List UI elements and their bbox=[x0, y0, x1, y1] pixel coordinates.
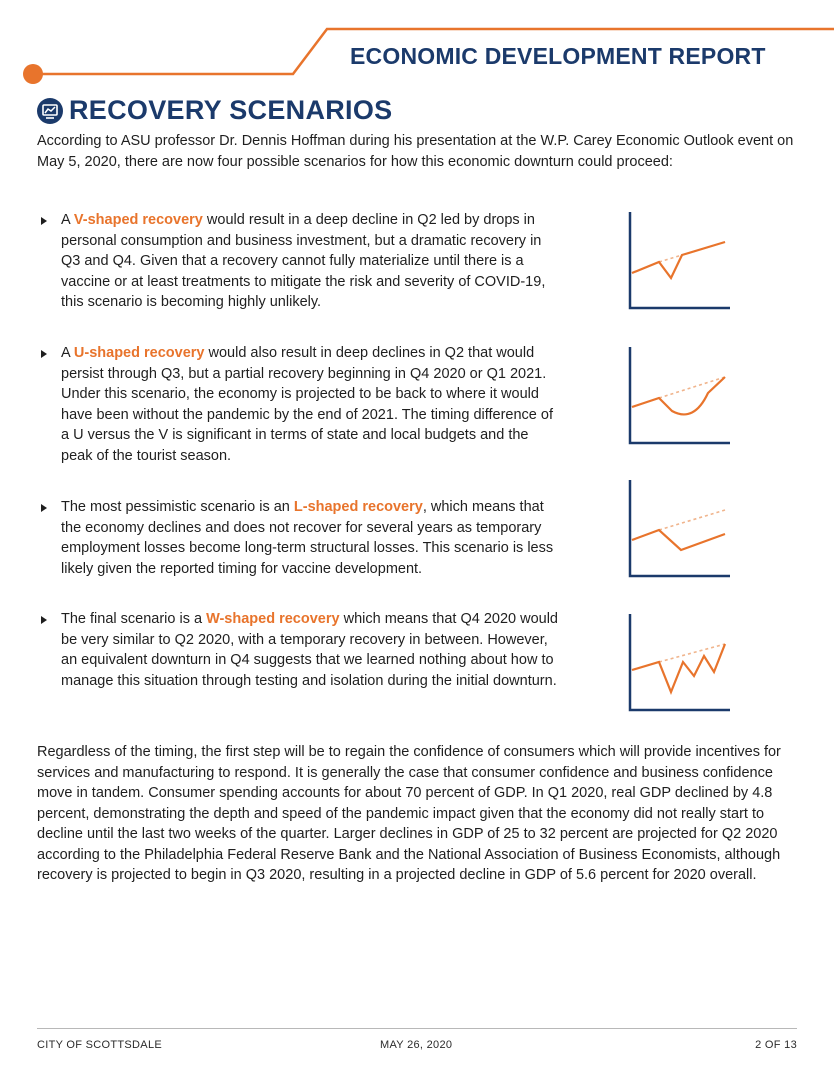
scenario-l-highlight: L-shaped recovery bbox=[293, 499, 423, 515]
scenario-v-item bbox=[41, 210, 561, 313]
scenario-l-item bbox=[41, 497, 561, 579]
header-dot bbox=[23, 64, 43, 84]
scenario-v-text: A V-shaped recovery would result in a deep decline in Q2 led by drops in personal consumption and business investment, but a dramatic recovery in Q3 and Q4. Given that a recovery cannot fully materialize until there is a vaccine or at least treatments to mitigate the risk and severity of COVID-19, this scenario is becoming highly unlikely. bbox=[61, 212, 546, 310]
section-heading bbox=[37, 95, 392, 126]
scenario-w-highlight: W-shaped recovery bbox=[206, 611, 340, 627]
v-shape-chart-icon bbox=[626, 210, 730, 310]
footer-divider bbox=[37, 1028, 797, 1029]
scenario-u-highlight: U-shaped recovery bbox=[73, 345, 205, 361]
closing-paragraph: Regardless of the timing, the first step will be to regain the confidence of consumers which will provide incentives for services and manufacturing to respond. It is generally the case that consumer confidence and business confidence move in tandem. Consumer spending accounts for about 70 percent of GDP. In Q1 2020, real GDP declined by 4.8 percent, demonstrating the depth and speed of the pandemic impact given that the economy did not really start to decline until the last two weeks of the quarter. Larger declines in GDP of 25 to 32 percent are projected for Q2 2020 according to the Philadelphia Federal Reserve Bank and the National Association of Business Economists, although recovery is projected to begin in Q3 2020, resulting in a projected decline in GDP of 5.6 percent for 2020 overall. bbox=[37, 744, 781, 883]
recovery-graph-icon bbox=[37, 98, 63, 124]
section-title: RECOVERY SCENARIOS bbox=[69, 95, 393, 125]
bullet-arrow-icon bbox=[41, 616, 47, 624]
scenario-u-item bbox=[41, 343, 561, 466]
scenario-v-highlight: V-shaped recovery bbox=[73, 212, 203, 228]
u-shape-chart-icon bbox=[626, 345, 730, 445]
scenario-w-item bbox=[41, 609, 561, 691]
footer-page-number: 2 OF 13 bbox=[755, 1039, 797, 1051]
scenario-u-text: A U-shaped recovery would also result in deep declines in Q2 that would persist through Q3, but a partial recovery beginning in Q4 2020 or Q1 2021. Under this scenario, the economy is projected to be back to where it would have been without the pandemic by the end of 2021. The timing difference of a U versus the V is significant in terms of state and local budgets and the peak of the tourist season. bbox=[61, 345, 553, 464]
scenario-w-text: The final scenario is a W-shaped recovery which means that Q4 2020 would be very similar to Q2 2020, with a temporary recovery in between. However, an equivalent downturn in Q4 suggests that we learned nothing about how to manage this situation through testing and isolation during the initial downturn. bbox=[61, 611, 558, 689]
footer-date: MAY 26, 2020 bbox=[380, 1039, 453, 1051]
intro-paragraph: According to ASU professor Dr. Dennis Hoffman during his presentation at the W.P. Carey Economic Outlook event on May 5, 2020, there are now four possible scenarios for how this economic downturn could proceed: bbox=[37, 133, 794, 170]
l-shape-chart-icon bbox=[626, 478, 730, 578]
bullet-arrow-icon bbox=[41, 350, 47, 358]
report-title: ECONOMIC DEVELOPMENT REPORT bbox=[350, 43, 766, 69]
bullet-arrow-icon bbox=[41, 217, 47, 225]
footer-organization: CITY OF SCOTTSDALE bbox=[37, 1039, 162, 1051]
bullet-arrow-icon bbox=[41, 504, 47, 512]
scenario-l-text: The most pessimistic scenario is an L-shaped recovery, which means that the economy declines and does not recover for several years as temporary employment losses become long-term structural losses. This scenario is less likely given the reported timing for vaccine development. bbox=[61, 499, 554, 577]
w-shape-chart-icon bbox=[626, 612, 730, 712]
